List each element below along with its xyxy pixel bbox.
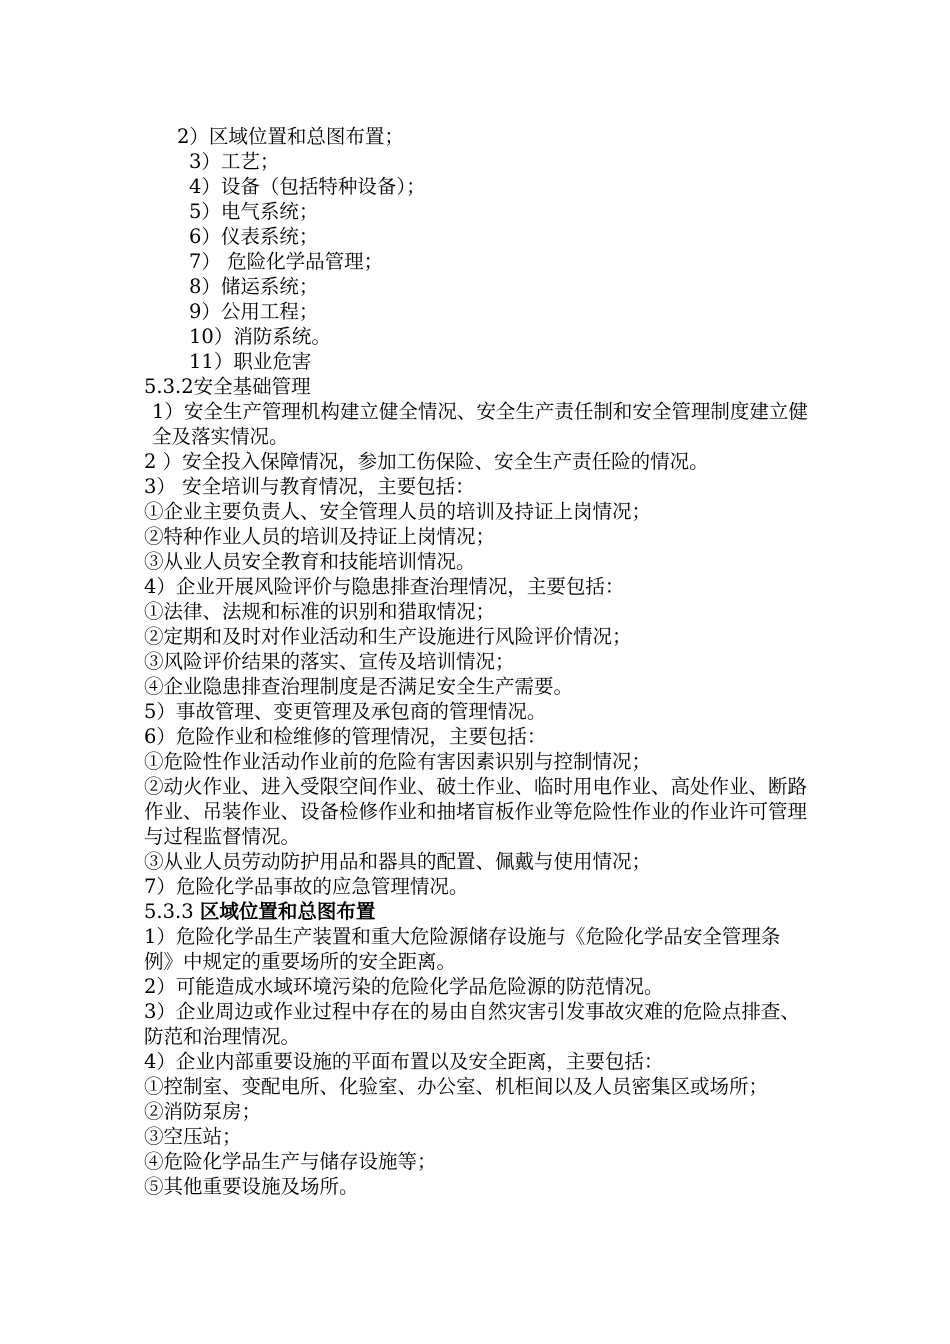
list-item-fire-protection: 10）消防系统。 [189, 325, 331, 348]
sub-item-532-4-1: ①法律、法规和标准的识别和猎取情况； [144, 600, 496, 623]
list-item-equipment: 4）设备（包括特种设备）； [189, 175, 426, 198]
paragraph-532-item5: 5）事故管理、变更管理及承包商的管理情况。 [144, 700, 547, 723]
sub-item-533-4-1: ①控制室、变配电所、化验室、办公室、机柜间以及人员密集区或场所； [144, 1075, 769, 1098]
sub-item-532-4-3: ③风险评价结果的落实、宣传及培训情况； [144, 650, 515, 673]
section-number-533: 5.3.3 [144, 900, 200, 923]
sub-item-533-4-5: ⑤其他重要设施及场所。 [144, 1175, 359, 1198]
sub-item-533-4-2: ②消防泵房； [144, 1100, 262, 1123]
section-heading-532: 5.3.2安全基础管理 [144, 375, 311, 398]
sub-item-532-4-4: ④企业隐患排查治理制度是否满足安全生产需要。 [144, 675, 574, 698]
document-body [144, 124, 809, 1199]
paragraph-532-item2: 2 ）安全投入保障情况，参加工伤保险、安全生产责任险的情况。 [144, 450, 709, 473]
paragraph-533-item1: 1）危险化学品生产装置和重大危险源储存设施与《危险化学品安全管理条例》中规定的重要场所的安全距离。 [144, 925, 781, 973]
sub-item-532-3-1: ①企业主要负责人、安全管理人员的培训及持证上岗情况； [144, 500, 652, 523]
list-item-instrument: 6）仪表系统； [189, 225, 319, 248]
sub-item-532-6-1: ①危险性作业活动作业前的危险有害因素识别与控制情况； [144, 750, 652, 773]
list-item-utilities: 9）公用工程； [189, 300, 319, 323]
paragraph-532-item1: 1）安全生产管理机构建立健全情况、安全生产责任制和安全管理制度建立健全及落实情况。 [152, 400, 808, 448]
paragraph-532-item7: 7）危险化学品事故的应急管理情况。 [144, 875, 469, 898]
sub-item-532-3-3: ③从业人员安全教育和技能培训情况。 [144, 550, 476, 573]
sub-item-532-4-2: ②定期和及时对作业活动和生产设施进行风险评价情况； [144, 625, 632, 648]
paragraph-532-item6: 6）危险作业和检维修的管理情况，主要包括： [144, 725, 547, 748]
sub-item-533-4-4: ④危险化学品生产与储存设施等； [144, 1150, 437, 1173]
paragraph-533-item3: 3）企业周边或作业过程中存在的易由自然灾害引发事故灾难的危险点排查、防范和治理情况。 [144, 1000, 800, 1048]
paragraph-532-item3: 3） 安全培训与教育情况，主要包括： [144, 475, 475, 498]
list-item-storage-transport: 8）储运系统； [189, 275, 319, 298]
paragraph-533-item2: 2）可能造成水域环境污染的危险化学品危险源的防范情况。 [144, 975, 664, 998]
sub-item-532-6-2: ②动火作业、进入受限空间作业、破土作业、临时用电作业、高处作业、断路作业、吊装作业、设备检修作业和抽堵盲板作业等危险性作业的作业许可管理与过程监督情况。 [144, 775, 808, 848]
paragraph-533-item4: 4）企业内部重要设施的平面布置以及安全距离，主要包括： [144, 1050, 664, 1073]
list-item-hazardous-chemicals: 7） 危险化学品管理； [189, 250, 384, 273]
list-item-occupational-hazard: 11）职业危害 [189, 350, 312, 373]
list-item-process: 3）工艺； [189, 150, 280, 173]
list-item-area-layout: 2）区域位置和总图布置； [177, 125, 404, 148]
section-title-533: 区域位置和总图布置 [199, 900, 376, 923]
paragraph-532-item4: 4）企业开展风险评价与隐患排查治理情况，主要包括： [144, 575, 625, 598]
sub-item-532-6-3: ③从业人员劳动防护用品和器具的配置、佩戴与使用情况； [144, 850, 652, 873]
sub-item-533-4-3: ③空压站； [144, 1125, 242, 1148]
section-heading-533 [144, 899, 809, 924]
list-item-electrical: 5）电气系统； [189, 200, 319, 223]
sub-item-532-3-2: ②特种作业人员的培训及持证上岗情况； [144, 525, 496, 548]
